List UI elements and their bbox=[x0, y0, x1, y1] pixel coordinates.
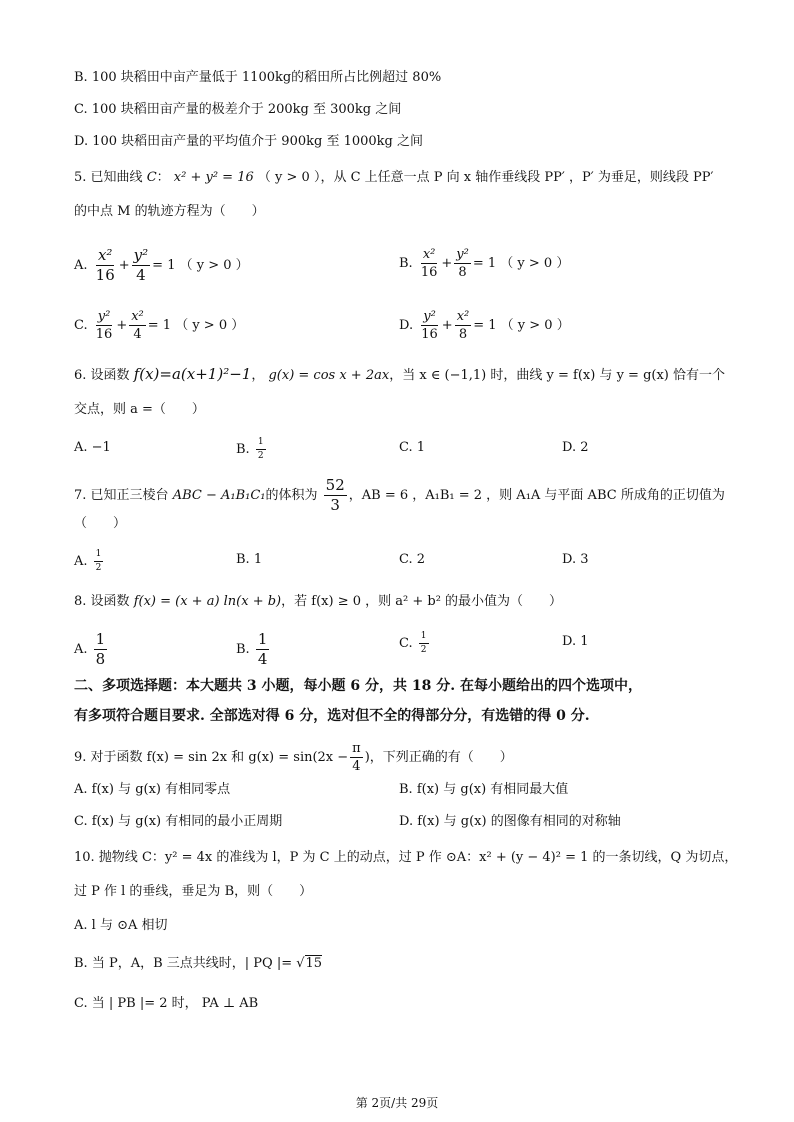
fraction: $\frac{\text{y²}}{4}$ bbox=[133, 246, 149, 284]
q7-options bbox=[74, 538, 754, 582]
fraction: $\frac{1}{8}$ bbox=[95, 630, 106, 668]
q5-options-row2 bbox=[74, 298, 754, 342]
fraction: $\frac{1}{4}$ bbox=[257, 630, 268, 668]
q7-option-c: C. 2 bbox=[399, 552, 426, 567]
q6-option-d: D. 2 bbox=[562, 440, 589, 455]
q7-stem-line2: （ ） bbox=[74, 516, 127, 531]
q7-stem-line1: 7. 已知正三棱台 ABC − A₁B₁C₁的体积为 $\frac{52}{3}$ ，AB = 6 ，A₁B₁ = 2 ，则 A₁A 与平面 ABC 所成角的正切值为 bbox=[74, 476, 725, 514]
q7-option-b: B. 1 bbox=[236, 552, 263, 567]
fraction: $\frac{\text{y²}}{16}$ bbox=[421, 309, 438, 342]
q5-stem-line2: 的中点 M 的轨迹方程为（ ） bbox=[74, 204, 265, 219]
q9-option-a: A. f(x) 与 g(x) 有相同零点 bbox=[74, 782, 231, 797]
q5-option-d: D. $\frac{\text{y²}}{16}$ + $\frac{\text{x²}}{8}$ = 1 （ y > 0 ） bbox=[399, 309, 570, 342]
page-footer: 第 2页/共 29页 bbox=[355, 1096, 439, 1110]
section2-heading-line1: 二、多项选择题：本大题共 3 小题，每小题 6 分，共 18 分. 在每小题给出的四个选项中， bbox=[74, 678, 642, 694]
fraction: $\frac{\text{x²}}{4}$ bbox=[131, 309, 144, 342]
q8-f: f(x) = (x + a) ln(x + b) bbox=[133, 594, 282, 609]
q7-solid: ABC − A₁B₁C₁ bbox=[172, 488, 266, 503]
q5-option-a: A. $\frac{\text{x²}}{16}$ + $\frac{\text{y²}}{4}$ = 1 （ y > 0 ） bbox=[74, 246, 249, 284]
q7-option-d: D. 3 bbox=[562, 552, 589, 567]
q8-stem: 8. 设函数 f(x) = (x + a) ln(x + b)，若 f(x) ≥ 0 ，则 a² + b² 的最小值为（ ） bbox=[74, 594, 563, 609]
q6-option-b: B. $\frac{1}{2}$ bbox=[236, 437, 264, 461]
q6-stem-line1: 6. 设函数 f(x)=a(x+1)²−1， g(x) = cos x + 2ax，当 x ∈ (−1,1) 时，曲线 y = f(x) 与 y = g(x) 恰有一个 bbox=[74, 365, 725, 383]
q9-option-b: B. f(x) 与 g(x) 有相同最大值 bbox=[399, 782, 569, 797]
q8-option-a: A. $\frac{1}{8}$ bbox=[74, 630, 106, 668]
section2-heading-line2: 有多项符合题目要求. 全部选对得 6 分，选对但不全的得部分分，有选错的得 0 分. bbox=[74, 708, 590, 724]
q5-text-a: 已知曲线 bbox=[90, 170, 143, 185]
q8-options bbox=[74, 620, 754, 668]
q4-option-c: C. 100 块稻田亩产量的极差介于 200kg 至 300kg 之间 bbox=[74, 102, 402, 117]
q6-g: g(x) = cos x + 2ax bbox=[268, 368, 390, 383]
q10-option-a: A. l 与 ⊙A 相切 bbox=[74, 918, 168, 933]
fraction: $\frac{\text{x²}}{8}$ bbox=[456, 309, 470, 342]
q5-curve: C bbox=[146, 170, 157, 185]
q8-option-c: C. $\frac{1}{2}$ bbox=[399, 631, 427, 655]
fraction: $\frac{1}{2}$ bbox=[257, 437, 264, 461]
fraction: $\frac{\text{x²}}{16}$ bbox=[95, 246, 115, 284]
q10-option-c: C. 当 | PB |= 2 时， PA ⊥ AB bbox=[74, 996, 259, 1011]
q6-options bbox=[74, 426, 754, 470]
q6-option-c: C. 1 bbox=[399, 440, 426, 455]
q7-option-a: A. $\frac{1}{2}$ bbox=[74, 549, 102, 573]
q9-option-c: C. f(x) 与 g(x) 有相同的最小正周期 bbox=[74, 814, 283, 829]
q6-option-a: A. −1 bbox=[74, 440, 111, 455]
fraction: $\frac{\text{x²}}{16}$ bbox=[420, 247, 438, 280]
q5-option-c: C. $\frac{\text{y²}}{16}$ + $\frac{\text{x²}}{4}$ = 1 （ y > 0 ） bbox=[74, 309, 245, 342]
q5-option-b: B. $\frac{\text{x²}}{16}$ + $\frac{\text{y²}}{8}$ = 1 （ y > 0 ） bbox=[399, 247, 570, 280]
q4-option-d: D. 100 块稻田亩产量的平均值介于 900kg 至 1000kg 之间 bbox=[74, 134, 423, 149]
q6-stem-line2: 交点，则 a =（ ） bbox=[74, 402, 205, 417]
fraction: $\frac{\text{y²}}{16}$ bbox=[95, 309, 113, 342]
q10-option-b: B. 当 P，A，B 三点共线时，| PQ |= √15 bbox=[74, 956, 323, 971]
fraction: $\frac{52}{3}$ bbox=[325, 476, 345, 514]
q10-sqrt-value: 15 bbox=[305, 956, 323, 971]
q5-number: 5. bbox=[74, 170, 87, 185]
fraction: $\frac{1}{2}$ bbox=[95, 549, 102, 573]
q4-option-b: B. 100 块稻田中亩产量低于 1100kg的稻田所占比例超过 80% bbox=[74, 70, 442, 85]
q5-text-b: ，从 C 上任意一点 P 向 x 轴作垂线段 PP′ ，P′ 为垂足，则线段 PP′ bbox=[320, 170, 714, 185]
fraction: $\frac{1}{2}$ bbox=[420, 631, 427, 655]
fraction: $\frac{\pi}{4}$ bbox=[352, 741, 361, 774]
q10-stem-line2: 过 P 作 l 的垂线，垂足为 B，则（ ） bbox=[74, 884, 313, 899]
fraction: $\frac{\text{y²}}{8}$ bbox=[456, 247, 469, 280]
q8-option-b: B. $\frac{1}{4}$ bbox=[236, 630, 268, 668]
q5-stem-line1: 5. 已知曲线 C： x² + y² = 16 （ y > 0 ），从 C 上任意一点 P 向 x 轴作垂线段 PP′ ，P′ 为垂足，则线段 PP′ bbox=[74, 170, 714, 185]
q8-option-d: D. 1 bbox=[562, 634, 589, 649]
q5-options-row1 bbox=[74, 236, 754, 284]
q5-condition: （ y > 0 ） bbox=[257, 170, 321, 185]
q9-stem: 9. 对于函数 f(x) = sin 2x 和 g(x) = sin(2x − $\frac{\pi}{4}$ )，下列正确的有（ ） bbox=[74, 741, 513, 774]
q5-equation: x² + y² = 16 bbox=[173, 170, 254, 185]
q10-stem-line1: 10. 抛物线 C：y² = 4x 的准线为 l，P 为 C 上的动点，过 P 作 ⊙A：x² + (y − 4)² = 1 的一条切线，Q 为切点， bbox=[74, 850, 738, 865]
q9-option-d: D. f(x) 与 g(x) 的图像有相同的对称轴 bbox=[399, 814, 621, 829]
q6-f: f(x)=a(x+1)²−1 bbox=[133, 365, 252, 383]
